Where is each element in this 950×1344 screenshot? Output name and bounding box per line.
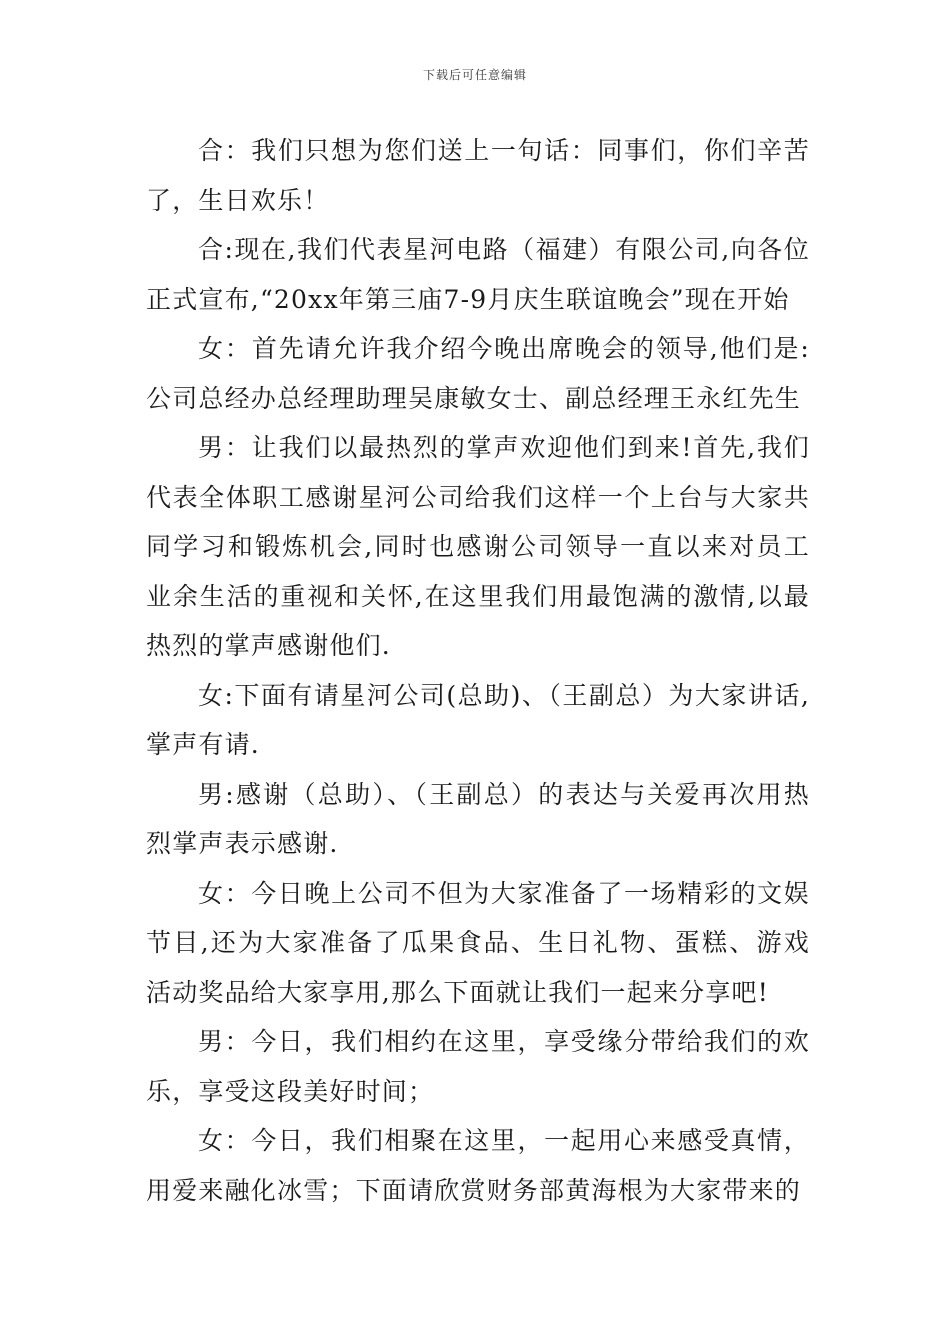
paragraph-6: 男:感谢（总助）、（王副总）的表达与关爱再次用热烈掌声表示感谢. bbox=[146, 779, 810, 858]
paragraph-5: 女:下面有请星河公司(总助)、（王副总）为大家讲话,掌声有请. bbox=[146, 680, 810, 759]
paragraph-1: 合：我们只想为您们送上一句话：同事们，你们辛苦了，生日欢乐！ bbox=[146, 136, 810, 215]
paragraph-9: 女：今日，我们相聚在这里，一起用心来感受真情，用爱来融化冰雪；下面请欣赏财务部黄海根为大家带来的 bbox=[146, 1126, 810, 1205]
document-body bbox=[146, 126, 810, 1215]
paragraph-3: 女：首先请允许我介绍今晚出席晚会的领导,他们是:公司总经办总经理助理吴康敏女士、副总经理王永红先生 bbox=[146, 334, 810, 413]
paragraph-2: 合:现在,我们代表星河电路（福建）有限公司,向各位正式宣布,“20xx年第三庙7-9月庆生联谊晚会”现在开始 bbox=[146, 235, 810, 314]
paragraph-7: 女：今日晚上公司不但为大家准备了一场精彩的文娱节目,还为大家准备了瓜果食品、生日礼物、蛋糕、游戏活动奖品给大家享用,那么下面就让我们一起来分享吧! bbox=[146, 878, 810, 1007]
download-note: 下载后可任意编辑 bbox=[422, 68, 527, 82]
paragraph-4: 男：让我们以最热烈的掌声欢迎他们到来!首先,我们代表全体职工感谢星河公司给我们这样一个上台与大家共同学习和锻炼机会,同时也感谢公司领导一直以来对员工业余生活的重视和关怀,在这里我们用最饱满的激情,以最热烈的掌声感谢他们. bbox=[146, 433, 810, 660]
paragraph-8: 男：今日，我们相约在这里，享受缘分带给我们的欢乐，享受这段美好时间； bbox=[146, 1027, 810, 1106]
